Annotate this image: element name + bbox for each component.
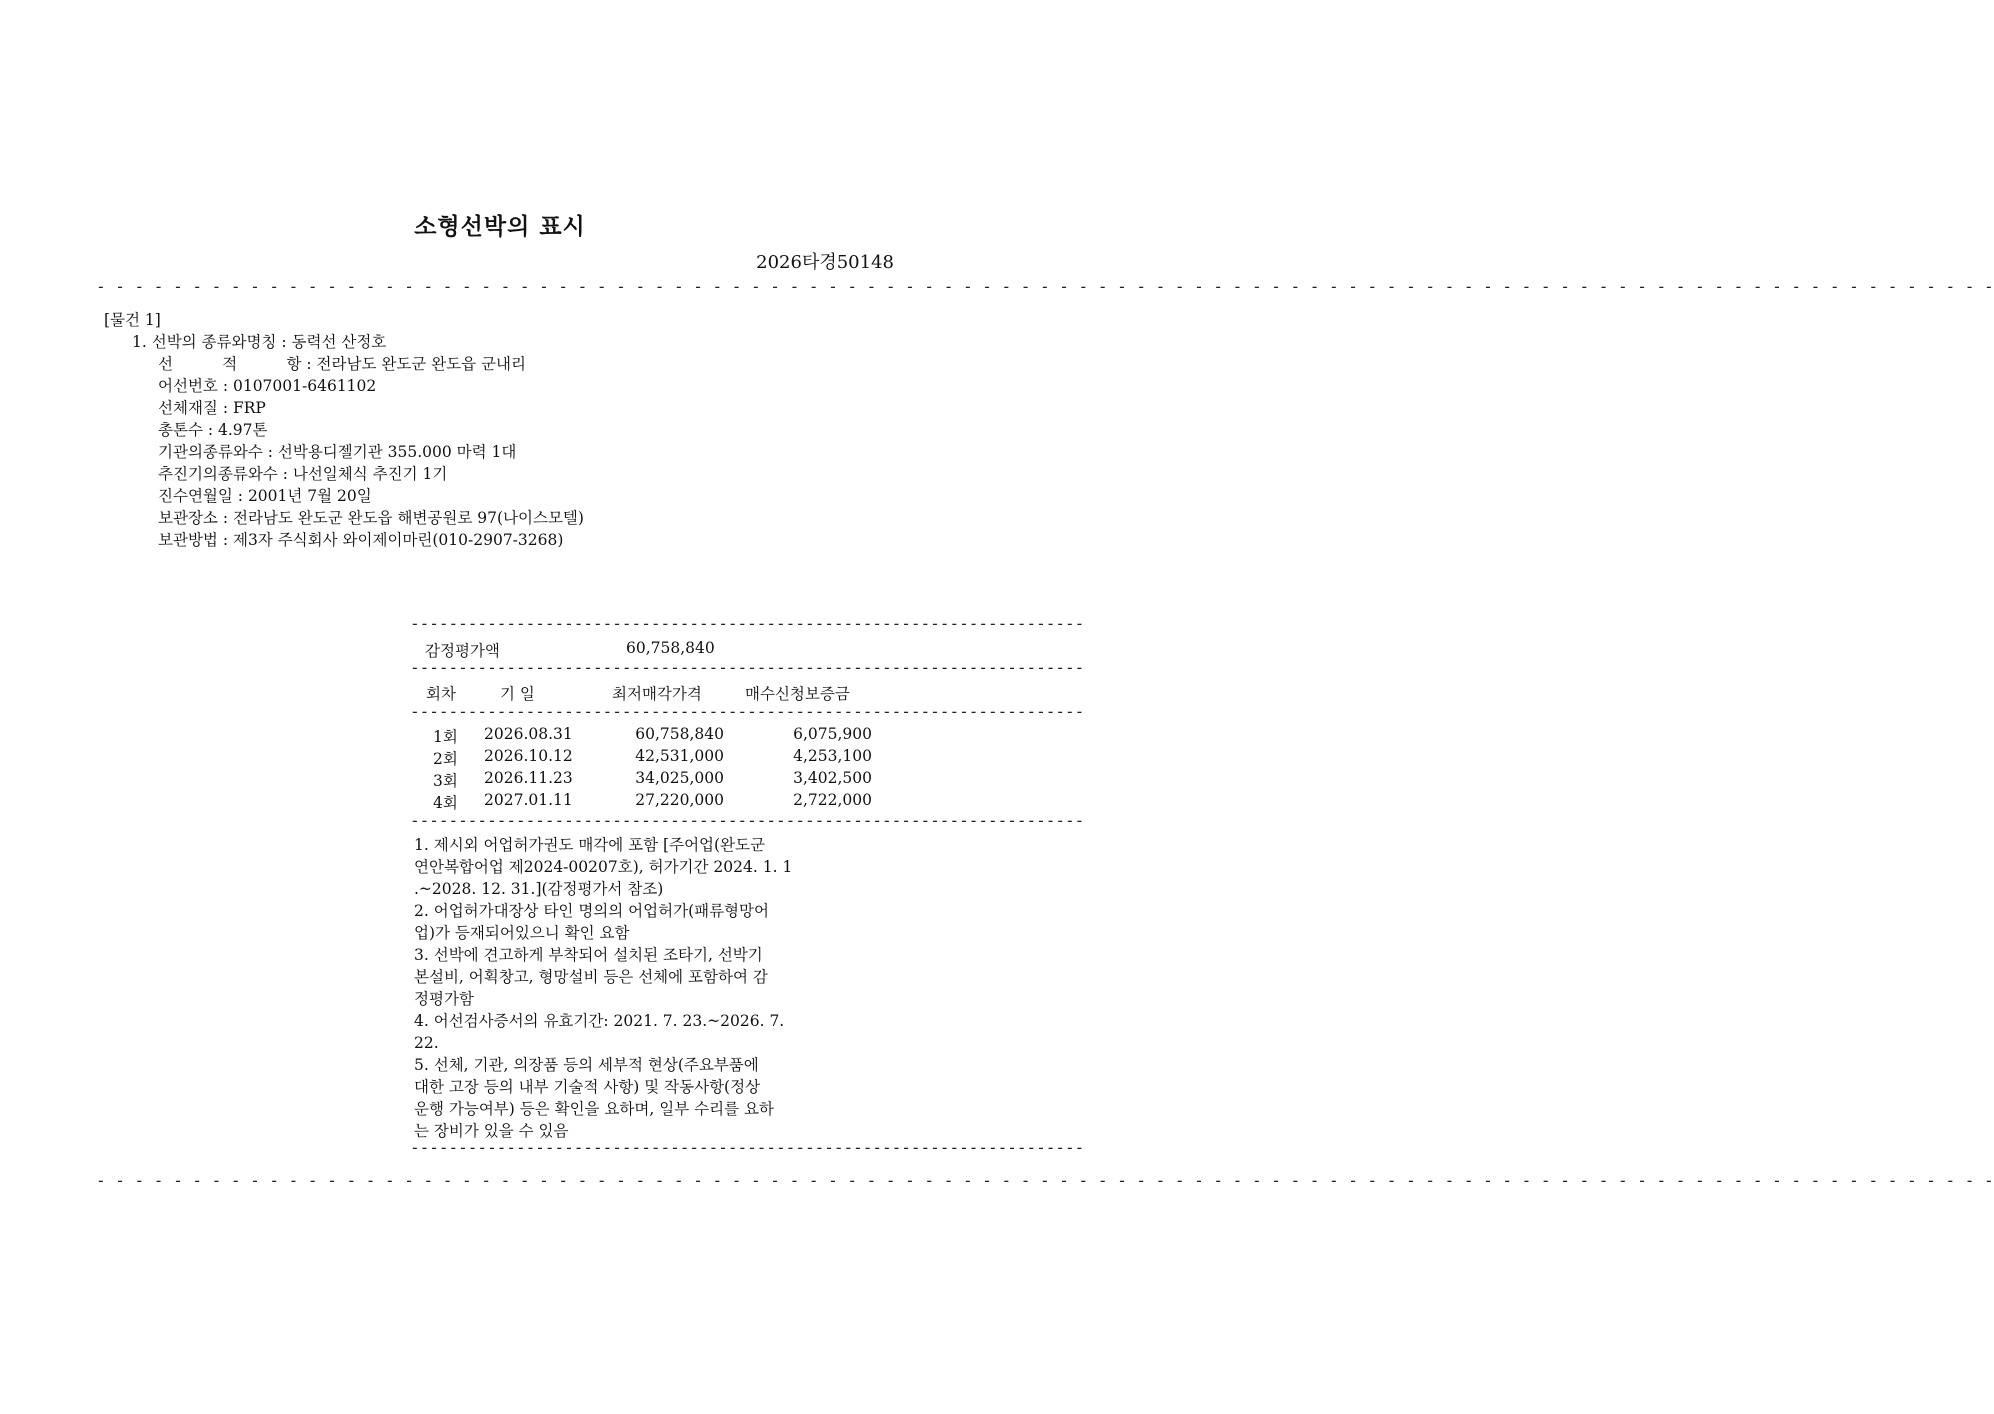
- schedule-bottom-divider: ----------------------------------------------------------------------: [410, 811, 1085, 830]
- item-line-engine: 기관의종류와수 : 선박용디젤기관 355.000 마력 1대: [158, 443, 517, 461]
- row-date: 2026.11.23: [484, 769, 573, 787]
- row-min-price: 34,025,000: [635, 769, 724, 787]
- item-line-storage-location: 보관장소 : 전라남도 완도군 완도읍 해변공원로 97(나이스모텔): [158, 509, 584, 527]
- row-date: 2026.10.12: [484, 747, 573, 765]
- item-line-launch-date: 진수연월일 : 2001년 7월 20일: [158, 487, 372, 505]
- appraisal-value: 60,758,840: [626, 639, 715, 657]
- item-label: [물건 1]: [104, 311, 161, 329]
- top-divider: - - - - - - - - - - - - - - - - - - - - - - - - - - - - - - - - - - - - - - - - - - - - - - - - - - - - - - - - - - - - - - - - - - - - - - - - - - - - - - - - - - - - - - - - - - - - - - - - - - -: [96, 277, 1994, 296]
- row-min-price: 27,220,000: [635, 791, 724, 809]
- notes-bottom-divider: ----------------------------------------------------------------------: [410, 1138, 1085, 1157]
- schedule-top-divider: ----------------------------------------------------------------------: [410, 614, 1085, 633]
- row-round: 1회: [433, 728, 458, 746]
- schedule-header-min-price: 최저매각가격: [612, 685, 702, 703]
- row-deposit: 6,075,900: [793, 725, 872, 743]
- bottom-divider: - - - - - - - - - - - - - - - - - - - - - - - - - - - - - - - - - - - - - - - - - - - - - - - - - - - - - - - - - - - - - - - - - - - - - - - - - - - - - - - - - - - - - - - - - - - - - - - - - - -: [96, 1171, 1994, 1190]
- schedule-header-date: 기 일: [500, 685, 535, 703]
- note-item: 3. 선박에 견고하게 부착되어 설치된 조타기, 선박기 본설비, 어획창고, 형망설비 등은 선체에 포함하여 감 정평가함: [414, 946, 768, 1008]
- row-date: 2026.08.31: [484, 725, 573, 743]
- appraisal-label: 감정평가액: [425, 642, 500, 660]
- row-min-price: 42,531,000: [635, 747, 724, 765]
- item-line-propeller: 추진기의종류와수 : 나선일체식 추진기 1기: [158, 465, 448, 483]
- schedule-header-divider: ----------------------------------------------------------------------: [410, 702, 1085, 721]
- schedule-header-round: 회차: [426, 685, 456, 703]
- row-round: 4회: [433, 794, 458, 812]
- item-line-port: 선 적 항 : 전라남도 완도군 완도읍 군내리: [158, 355, 526, 373]
- note-item: 5. 선체, 기관, 의장품 등의 세부적 현상(주요부품에 대한 고장 등의 내부 기술적 사항) 및 작동사항(정상 운행 가능여부) 등은 확인을 요하며, 일부 수리를 요하 는 장비가 있을 수 있음: [414, 1056, 774, 1140]
- item-line-storage-method: 보관방법 : 제3자 주식회사 와이제이마린(010-2907-3268): [158, 531, 564, 549]
- item-line-fishing-boat-no: 어선번호 : 0107001-6461102: [158, 377, 377, 395]
- item-line-gross-tonnage: 총톤수 : 4.97톤: [158, 421, 268, 439]
- note-item: 1. 제시외 어업허가권도 매각에 포함 [주어업(완도군 연안복합어업 제2024-00207호), 허가기간 2024. 1. 1 .~2028. 12. 31.](감정평가서 참조): [414, 836, 793, 898]
- row-min-price: 60,758,840: [635, 725, 724, 743]
- row-deposit: 4,253,100: [793, 747, 872, 765]
- row-round: 3회: [433, 772, 458, 790]
- item-line-vessel-type: 1. 선박의 종류와명칭 : 동력선 산정호: [132, 333, 387, 351]
- row-date: 2027.01.11: [484, 791, 573, 809]
- row-deposit: 3,402,500: [793, 769, 872, 787]
- notes-section: [414, 834, 854, 1142]
- appraisal-divider: ----------------------------------------------------------------------: [410, 658, 1085, 677]
- schedule-header-deposit: 매수신청보증금: [745, 685, 850, 703]
- document-title: 소형선박의 표시: [414, 214, 586, 240]
- note-item: 2. 어업허가대장상 타인 명의의 어업허가(패류형망어 업)가 등재되어있으니 확인 요함: [414, 902, 769, 942]
- row-deposit: 2,722,000: [793, 791, 872, 809]
- note-item: 4. 어선검사증서의 유효기간: 2021. 7. 23.~2026. 7. 22.: [414, 1012, 785, 1052]
- row-round: 2회: [433, 750, 458, 768]
- item-line-hull-material: 선체재질 : FRP: [158, 399, 266, 417]
- case-number: 2026타경50148: [756, 252, 894, 273]
